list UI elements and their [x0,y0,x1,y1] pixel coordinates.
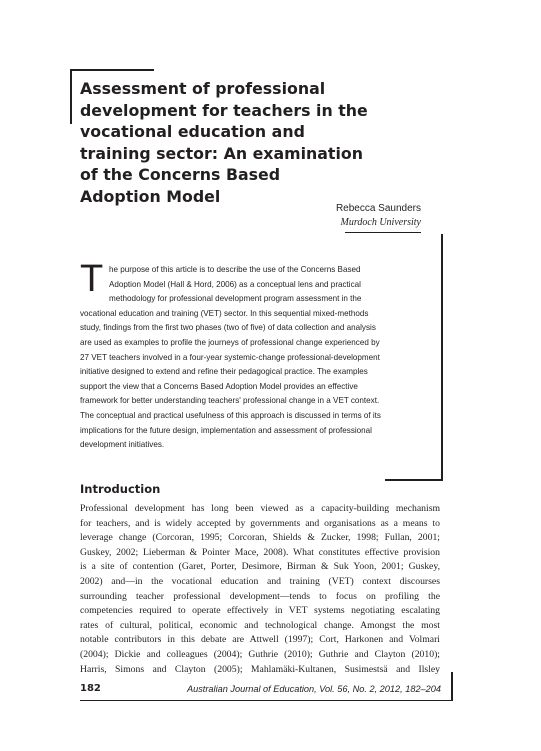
body-line: surrounding teacher professional development—tends to focus on profiling the [80,590,440,602]
body-line: 2002) and—in the vocational education and training (VET) context discourses [80,575,440,587]
abstract-line: framework for better understanding teachers' professional change in a VET context. [80,396,380,406]
abstract-line: 27 VET teachers involved in a four-year systemic-change professional-development [80,352,380,362]
abstract-line: development initiatives. [80,440,165,450]
footer-horizontal-rule [80,700,452,701]
abstract-line: are used as examples to profile the journeys of professional change experienced by [80,337,380,347]
abstract-line: he purpose of this article is to describe the use of the Concerns Based [109,265,361,274]
abstract-drop-cap: T [80,258,104,300]
title-line: Assessment of professional [80,79,326,98]
author-affiliation: Murdoch University [340,217,421,228]
title-bracket-horizontal-rule [70,69,154,71]
footer-vertical-rule [451,672,453,701]
page-number: 182 [80,683,101,694]
author-name: Rebecca Saunders [335,203,421,214]
abstract-line: methodology for professional development program assessment in the [109,294,362,304]
abstract-line: implications for the future design, implementation and assessment of professional [80,425,372,435]
article-title [80,78,370,207]
introduction-heading: Introduction [80,482,161,496]
body-line: Professional development has long been viewed as a capacity-building mechanism [80,503,440,514]
body-line: Harris, Simons and Clayton (2005); Mahlamäki-Kultanen, Susimestsä and Ilsley [80,663,440,675]
body-line: for teachers, and is widely accepted by governments and organisations as a means to [80,517,440,529]
title-bracket-vertical-rule [70,69,72,124]
title-line: vocational education and [80,122,305,141]
body-line: Guskey, 2002; Lieberman & Pointer Mace, 2008). What constitutes effective provision [80,546,440,558]
abstract-line: Adoption Model (Hall & Hord, 2006) as a conceptual lens and practical [109,279,361,289]
body-line: (2004); Dickie and colleagues (2004); Guthrie (2010); Guthrie and Clayton (2010); [80,648,440,660]
abstract-line: support the view that a Concerns Based Adoption Model provides an effective [80,381,358,391]
title-line: training sector: An examination [80,143,364,163]
abstract-line: initiative designed to extend and refine their pedagogical practice. The examples [80,367,368,377]
affiliation-underline [345,232,421,233]
title-line: Adoption Model [80,186,221,206]
body-line: leverage change (Corcoran, 1995; Corcoran, Shields & Zucker, 1998; Fullan, 2001; [80,532,440,544]
title-line: development for teachers in the [80,100,368,120]
journal-citation: Australian Journal of Education, Vol. 56, No. 2, 2012, 182–204 [186,684,441,694]
introduction-body [80,502,440,677]
body-line: rates of cultural, political, economic and technological change. Amongst the most [80,619,440,631]
abstract-line: vocational education and training (VET) sector. In this sequential mixed-methods [80,308,369,318]
body-line: is a site of contention (Garet, Porter, Desimore, Birman & Suk Yoon, 2001; Guskey, [80,561,440,573]
abstract-line: study, findings from the first two phases (two of five) of data collection and analysis [80,323,376,333]
abstract [80,263,420,453]
title-line: of the Concerns Based [80,165,281,184]
body-line: competencies required to operate effectively in VET systems negotiating escalating [80,605,440,617]
abstract-bottom-rule [385,479,443,481]
body-line: notable contributors in this debate are Attwell (1997); Cort, Harkonen and Volmari [80,634,440,646]
abstract-vertical-rule [441,234,443,480]
abstract-line: The conceptual and practical usefulness of this approach is discussed in terms of its [80,410,381,420]
